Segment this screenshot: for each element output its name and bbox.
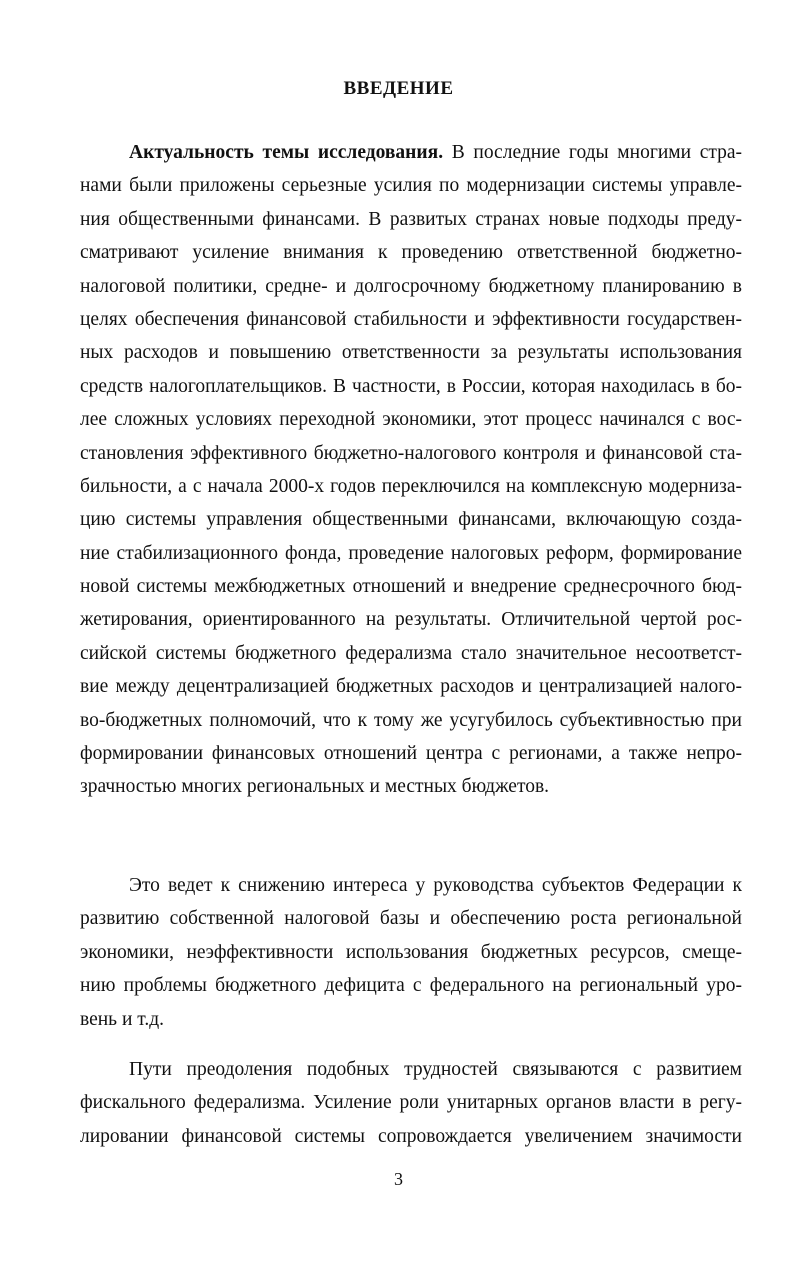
text-line: ния общественными финансами. В развитых странах новые подходы преду-: [80, 208, 742, 230]
text-line: Актуальность темы исследования. В последние годы многими стра-: [129, 142, 743, 163]
text-line: нами были приложены серьезные усилия по модернизации системы управле-: [80, 175, 742, 197]
page-number: 3: [394, 1169, 403, 1189]
text-line: нию проблемы бюджетного дефицита с федерального на региональный уро-: [80, 975, 742, 997]
text-line: новой системы межбюджетных отношений и внедрение среднесрочного бюд-: [80, 576, 742, 598]
text-line: вень и т.д.: [80, 1008, 164, 1030]
text-line: экономики, неэффективности использования бюджетных ресурсов, смеще-: [80, 941, 742, 963]
text-line: целях обеспечения финансовой стабильности и эффективности государствен-: [80, 308, 742, 330]
text-line: жетирования, ориентированного на результаты. Отличительной чертой рос-: [80, 609, 742, 631]
text-line: фискального федерализма. Усиление роли унитарных органов власти в регу-: [80, 1092, 742, 1114]
text-line: налоговой политики, средне- и долгосрочному бюджетному планированию в: [80, 275, 742, 297]
text-line: Пути преодоления подобных трудностей связываются с развитием: [129, 1059, 742, 1080]
text-line: средств налогоплательщиков. В частности, в России, которая находилась в бо-: [80, 375, 742, 397]
text-line: лировании финансовой системы сопровождается увеличением значимости: [80, 1125, 742, 1147]
text-line: зрачностью многих региональных и местных бюджетов.: [80, 776, 550, 798]
paragraph-3: [80, 1053, 742, 1153]
text-line: вие между децентрализацией бюджетных расходов и централизацией налого-: [80, 676, 742, 698]
text-line: бильности, а с начала 2000-х годов переключился на комплексную модерниза-: [80, 475, 742, 497]
paragraph-2: [80, 869, 742, 1036]
paragraph-1: [80, 136, 742, 804]
bold-lead: Актуальность темы исследования.: [129, 142, 444, 163]
text-line: Это ведет к снижению интереса у руководства субъектов Федерации к: [129, 875, 742, 896]
text-line: сматривают усиление внимания к проведению ответственной бюджетно-: [80, 242, 742, 264]
text-line: становления эффективного бюджетно-налогового контроля и финансовой ста-: [80, 442, 742, 464]
page-title: ВВЕДЕНИЕ: [343, 78, 454, 99]
text-line: сийской системы бюджетного федерализма стало значительное несоответст-: [80, 642, 742, 664]
text-line: ние стабилизационного фонда, проведение налоговых реформ, формирование: [80, 542, 742, 564]
text-line: лее сложных условиях переходной экономики, этот процесс начинался с вос-: [80, 409, 742, 431]
text-line: цию системы управления общественными финансами, включающую созда-: [80, 509, 742, 531]
text-line: во-бюджетных полномочий, что к тому же усугубилось субъективностью при: [80, 709, 742, 731]
text-line: ных расходов и повышению ответственности за результаты использования: [80, 342, 742, 364]
text-line: формировании финансовых отношений центра с регионами, а также непро-: [80, 743, 742, 765]
text-line: развитию собственной налоговой базы и обеспечению роста региональной: [80, 908, 742, 930]
